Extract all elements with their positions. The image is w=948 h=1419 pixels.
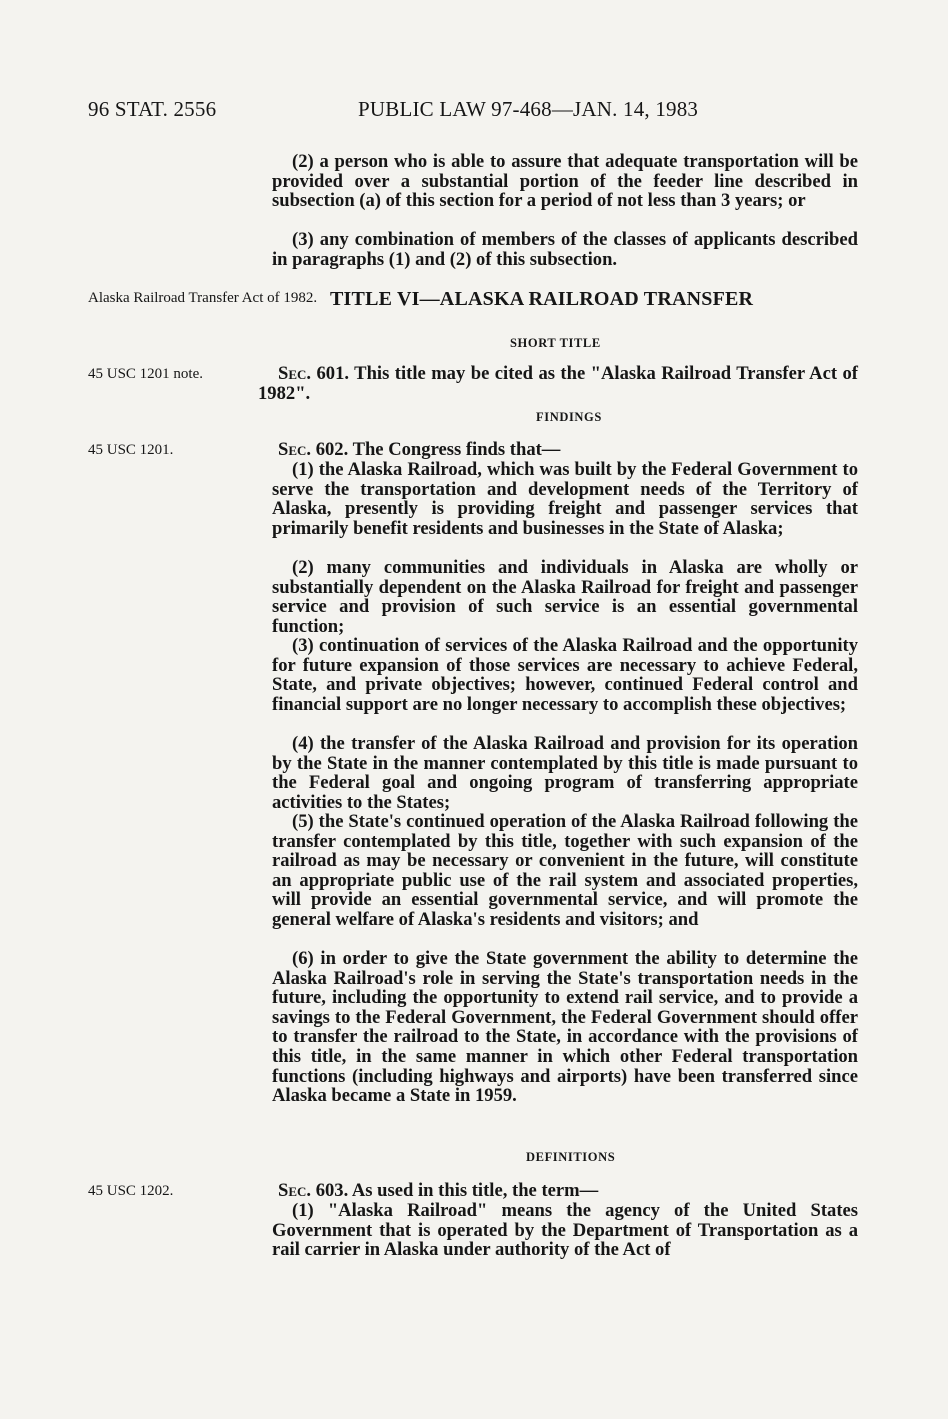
running-head: PUBLIC LAW 97-468—JAN. 14, 1983 bbox=[358, 97, 699, 121]
finding-3: (3) continuation of services of the Alaska Railroad and the opportunity for future expansion of those services are necessary to achieve Federal, State, and private objectives; however, continued Federal control and financial support are no longer necessary to accomplish these objectives; bbox=[272, 635, 858, 715]
margin-note-act-name: Alaska Railroad Transfer Act of 1982. bbox=[88, 290, 318, 306]
section-603-intro bbox=[258, 1181, 858, 1201]
margin-note-601: 45 USC 1201 note. bbox=[88, 366, 204, 382]
section-602-label: Sec. 602. bbox=[278, 439, 349, 460]
paragraph-3: (3) any combination of members of the classes of applicants described in paragraphs (1) and (2) of this subsection. bbox=[272, 229, 858, 270]
stat-citation: 96 STAT. 2556 bbox=[88, 97, 217, 121]
finding-1: (1) the Alaska Railroad, which was built by the Federal Government to serve the transportation and development needs of the Territory of Alaska, presently is providing freight and passenger services that primarily benefit residents and businesses in the State of Alaska; bbox=[272, 459, 858, 539]
finding-4: (4) the transfer of the Alaska Railroad and provision for its operation by the State in the manner contemplated by this title is made pursuant to the Federal goal and ongoing program of transferring appropriate activities to the States; bbox=[272, 733, 858, 813]
section-603-intro-text: As used in this title, the term— bbox=[351, 1180, 599, 1201]
definitions-heading: DEFINITIONS bbox=[526, 1150, 616, 1164]
title-heading: TITLE VI—ALASKA RAILROAD TRANSFER bbox=[330, 288, 754, 310]
section-602-intro bbox=[258, 440, 858, 460]
section-601-label: Sec. 601. bbox=[278, 363, 350, 384]
margin-note-602: 45 USC 1201. bbox=[88, 442, 174, 458]
finding-6: (6) in order to give the State government the ability to determine the Alaska Railroad's role in serving the State's transportation needs in the future, including the opportunity to extend rail service, and to provide a savings to the Federal Government, the Federal Government should offer to transfer the railroad to the State, in accordance with the provisions of this title, in the same manner in which other Federal transportation functions (including highways and airports) have been transferred since Alaska became a State in 1959. bbox=[272, 948, 858, 1107]
section-602-intro-text: The Congress finds that— bbox=[352, 439, 561, 460]
margin-note-603: 45 USC 1202. bbox=[88, 1183, 174, 1199]
findings-heading: FINDINGS bbox=[536, 410, 602, 424]
finding-5: (5) the State's continued operation of the Alaska Railroad following the transfer contemplated by this title, together with such expansion of the railroad as may be necessary or convenient in the future, will constitute an appropriate public use of the rail system and associated properties, will provide an essential governmental service, and will promote the general welfare of Alaska's residents and visitors; and bbox=[272, 811, 858, 930]
section-601 bbox=[258, 364, 858, 403]
finding-2: (2) many communities and individuals in Alaska are wholly or substantially dependent on the Alaska Railroad for freight and passenger service and provision of such service is an essential governmental function; bbox=[272, 557, 858, 637]
section-603-label: Sec. 603. bbox=[278, 1180, 349, 1201]
section-601-text: This title may be cited as the "Alaska Railroad Transfer Act of 1982". bbox=[258, 363, 858, 404]
paragraph-2: (2) a person who is able to assure that adequate transportation will be provided over a substantial portion of the feeder line described in subsection (a) of this section for a period of not less than 3 years; or bbox=[272, 151, 858, 212]
definition-1: (1) "Alaska Railroad" means the agency of the United States Government that is operated by the Department of Transportation as a rail carrier in Alaska under authority of the Act of bbox=[272, 1200, 858, 1261]
short-title-heading: SHORT TITLE bbox=[510, 336, 601, 350]
